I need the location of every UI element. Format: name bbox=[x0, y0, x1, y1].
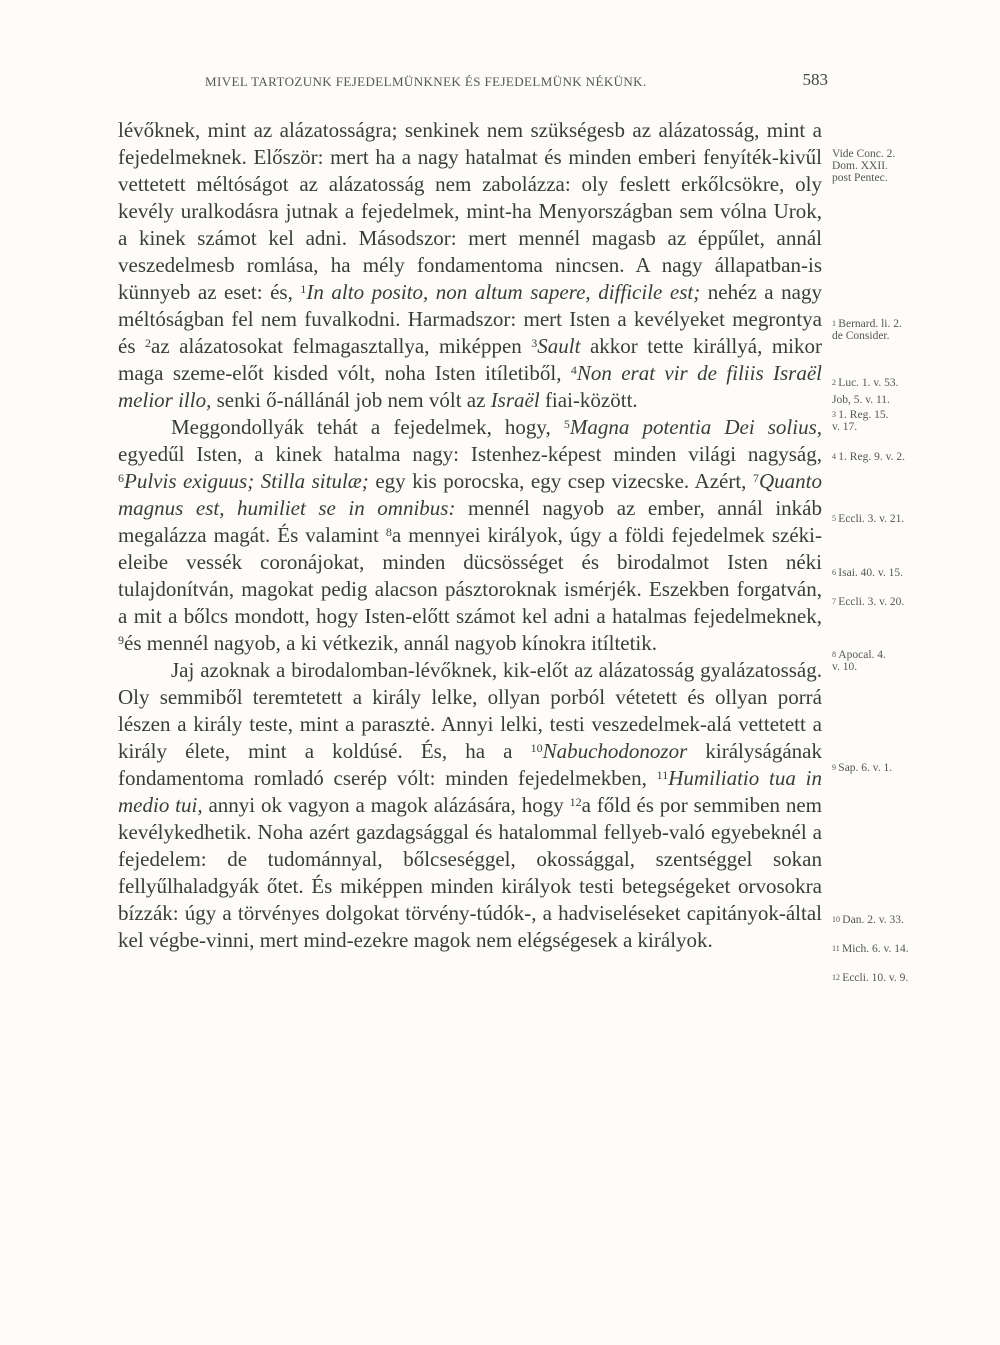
main-text bbox=[118, 117, 822, 954]
footnote-marker: 3 bbox=[531, 336, 538, 350]
text-run: Jaj azoknak a birodalomban-lévőknek, kik-előt az alázatosság gyalázatosság. Oly semmiből teremtetett a király lelke, ollyan porból vétetett és ollyan porrá lészen a király teste, mint a parasztė. Annyi lelki, testi veszedelmek-alá vettetett a király élete, mint a koldúsé. És, ha a bbox=[118, 658, 822, 763]
margin-note-text: Mich. 6. v. 14. bbox=[839, 943, 909, 955]
margin-note bbox=[832, 318, 972, 342]
text-run: egy kis porocska, egy csep vizecske. Azért, bbox=[368, 469, 753, 493]
margin-note-text: Sap. 6. v. 1. bbox=[836, 762, 893, 774]
footnote-marker: 2 bbox=[145, 336, 152, 350]
margin-note-text: Vide Conc. 2. bbox=[832, 148, 896, 160]
margin-note-text: Job, 5. v. 11. bbox=[832, 394, 890, 406]
text-run: nehéz a nagy méltóságban fel nem fuvalkodni. Harmadszor: mert Isten a kevélyeket megrontya és bbox=[118, 280, 822, 358]
margin-note-marker: 4 bbox=[832, 452, 836, 461]
margin-note bbox=[832, 596, 972, 608]
footnote-marker: 8 bbox=[385, 525, 392, 539]
footnote-marker: 12 bbox=[569, 795, 582, 809]
margin-note-text: Apocal. 4. bbox=[836, 649, 886, 661]
margin-note-marker: 11 bbox=[832, 944, 840, 953]
margin-note-marker: 5 bbox=[832, 514, 836, 523]
text-run: a főld és por semmiben nem kevélykedhetik. Noha azért gazdagsággal és hatalommal fellyeb-való egyebeknél a fejedelem: de tudománnyal, bőlcseséggel, okossággal, szentséggel sokan fellyűlhaladgyák őtet. És miképpen minden királyok testi betegségeket orvosokra bízzák: úgy a törvényes dolgokat törvény-túdók-, a hadviseléseket capitányok-által kel végbe-vinni, mert mind-ezekre magok nem elégségesek a királyok. bbox=[118, 793, 822, 952]
footnote-marker: 7 bbox=[752, 471, 759, 485]
latin-quote: In alto posito, non altum sapere, difficile est; bbox=[306, 280, 701, 304]
paragraph bbox=[118, 414, 822, 657]
margin-note-text: Eccli. 3. v. 21. bbox=[836, 513, 905, 525]
margin-note bbox=[832, 943, 972, 955]
margin-note-text: Dan. 2. v. 33. bbox=[840, 914, 904, 926]
margin-note bbox=[832, 394, 972, 406]
margin-note-marker: 3 bbox=[832, 410, 836, 419]
footnote-marker: 4 bbox=[570, 363, 577, 377]
footnote-marker: 1 bbox=[300, 282, 307, 296]
margin-note-text: 1. Reg. 9. v. 2. bbox=[836, 451, 905, 463]
text-run: királyságának fondamentoma romladó cserép vólt: minden fejedelmekben, bbox=[118, 739, 822, 790]
text-run: lévőknek, mint az alázatosságra; senkinek nem szükségesb az alázatosság, mint a fejedelmeknek. Először: mert ha a nagy hatalmat és minden emberi fenyíték-kivűl vettetett méltóságot az alázatosság nem zabolázza: oly feslett erkőlcsökre, oly kevély uralkodásra jutnak a fejedelmek, mint-ha Menyországban sem vólna Urok, a kinek számot kel adni. Másodszor: mert mennél magasb az éppűlet, annál veszedelmesb romlása, ha mély fondamentoma nincsen. A nagy állapatban-is künnyeb az eset: és, bbox=[118, 118, 822, 304]
text-run: az alázatosokat felmagasztallya, miképpen bbox=[151, 334, 532, 358]
latin-quote: Pulvis exiguus; Stilla situlæ; bbox=[124, 469, 369, 493]
margin-note-marker: 1 bbox=[832, 319, 836, 328]
latin-quote: Quanto magnus est, humiliet se in omnibus: bbox=[118, 469, 822, 520]
footnote-marker: 9 bbox=[118, 633, 124, 647]
margin-note bbox=[832, 567, 972, 579]
text-run: annyi ok vagyon a magok alázására, hogy bbox=[202, 793, 570, 817]
paragraph bbox=[118, 657, 822, 954]
margin-note-marker: 12 bbox=[832, 973, 840, 982]
margin-note bbox=[832, 972, 972, 984]
footnote-marker: 5 bbox=[563, 417, 570, 431]
margin-note-text: Bernard. li. 2. bbox=[836, 318, 902, 330]
text-run: egyedűl Isten, a kinek hatalma nagy: Istenhez-képest minden világi nagyság, bbox=[118, 442, 822, 466]
margin-note bbox=[832, 513, 972, 525]
margin-note bbox=[832, 914, 972, 926]
margin-note bbox=[832, 649, 972, 673]
margin-note bbox=[832, 148, 972, 184]
margin-note-text: Isai. 40. v. 15. bbox=[836, 567, 904, 579]
margin-note-marker: 7 bbox=[832, 597, 836, 606]
latin-quote: Israël bbox=[490, 388, 540, 412]
text-run: fiai-között. bbox=[539, 388, 638, 412]
margin-note-text: post Pentec. bbox=[832, 172, 888, 184]
margin-note-marker: 2 bbox=[832, 378, 836, 387]
margin-note bbox=[832, 409, 972, 433]
latin-quote: Non erat vir de filiis Israël melior illo, bbox=[118, 361, 822, 412]
margin-note-text: v. 17. bbox=[832, 421, 858, 433]
margin-note-text: Dom. XXII. bbox=[832, 160, 888, 172]
paragraph bbox=[118, 117, 822, 414]
running-title: MIVEL TARTOZUNK FEJEDELMÜNKNEK ÉS FEJEDELMÜNK NÉKÜNK. bbox=[205, 74, 647, 89]
margin-note bbox=[832, 377, 972, 389]
text-run: és mennél nagyob, a ki vétkezik, annál nagyob kínokra itíltetik. bbox=[124, 631, 658, 655]
margin-note-marker: 6 bbox=[832, 568, 836, 577]
text-run: akkor tette királlyá, mikor maga szeme-előt kisded vólt, noha Isten itíletiből, bbox=[118, 334, 823, 385]
footnote-marker: 10 bbox=[530, 741, 543, 755]
latin-quote: Nabuchodonozor bbox=[542, 739, 688, 763]
footnote-marker: 6 bbox=[118, 471, 124, 485]
margin-note-text: 1. Reg. 15. bbox=[836, 409, 889, 421]
footnote-marker: 11 bbox=[656, 768, 669, 782]
text-run: Meggondollyák tehát a fejedelmek, hogy, bbox=[171, 415, 564, 439]
text-run: a mennyei királyok, úgy a földi fejedelmek széki-eleibe vessék coronájokat, minden dücsösséget és birodalmot Isten néki tulajdonítván, magokat pedig alacson pásztoroknak ismérjék. Eszekben forgatván, a mit a bőlcs mondott, hogy Isten-előtt számot kel adni a hatalmas fejedelmeknek, bbox=[118, 523, 822, 628]
text-run: senki ő-nállánál job nem vólt az bbox=[211, 388, 491, 412]
margin-note-text: Eccli. 3. v. 20. bbox=[836, 596, 905, 608]
latin-quote: Magna potentia Dei solius, bbox=[569, 415, 823, 439]
margin-note-text: Eccli. 10. v. 9. bbox=[840, 972, 909, 984]
text-run: mennél nagyob az ember, annál inkáb megalázza magát. És valamint bbox=[118, 496, 822, 547]
margin-note bbox=[832, 762, 972, 774]
margin-note-text: v. 10. bbox=[832, 661, 858, 673]
latin-quote: Sault bbox=[537, 334, 581, 358]
margin-note-marker: 10 bbox=[832, 915, 840, 924]
latin-quote: Humiliatio tua in medio tui, bbox=[118, 766, 822, 817]
margin-note bbox=[832, 451, 972, 463]
page-number: 583 bbox=[802, 70, 828, 89]
margin-note-marker: 9 bbox=[832, 763, 836, 772]
margin-note-text: de Consider. bbox=[832, 330, 890, 342]
margin-note-text: Luc. 1. v. 53. bbox=[836, 377, 899, 389]
margin-note-marker: 8 bbox=[832, 650, 836, 659]
